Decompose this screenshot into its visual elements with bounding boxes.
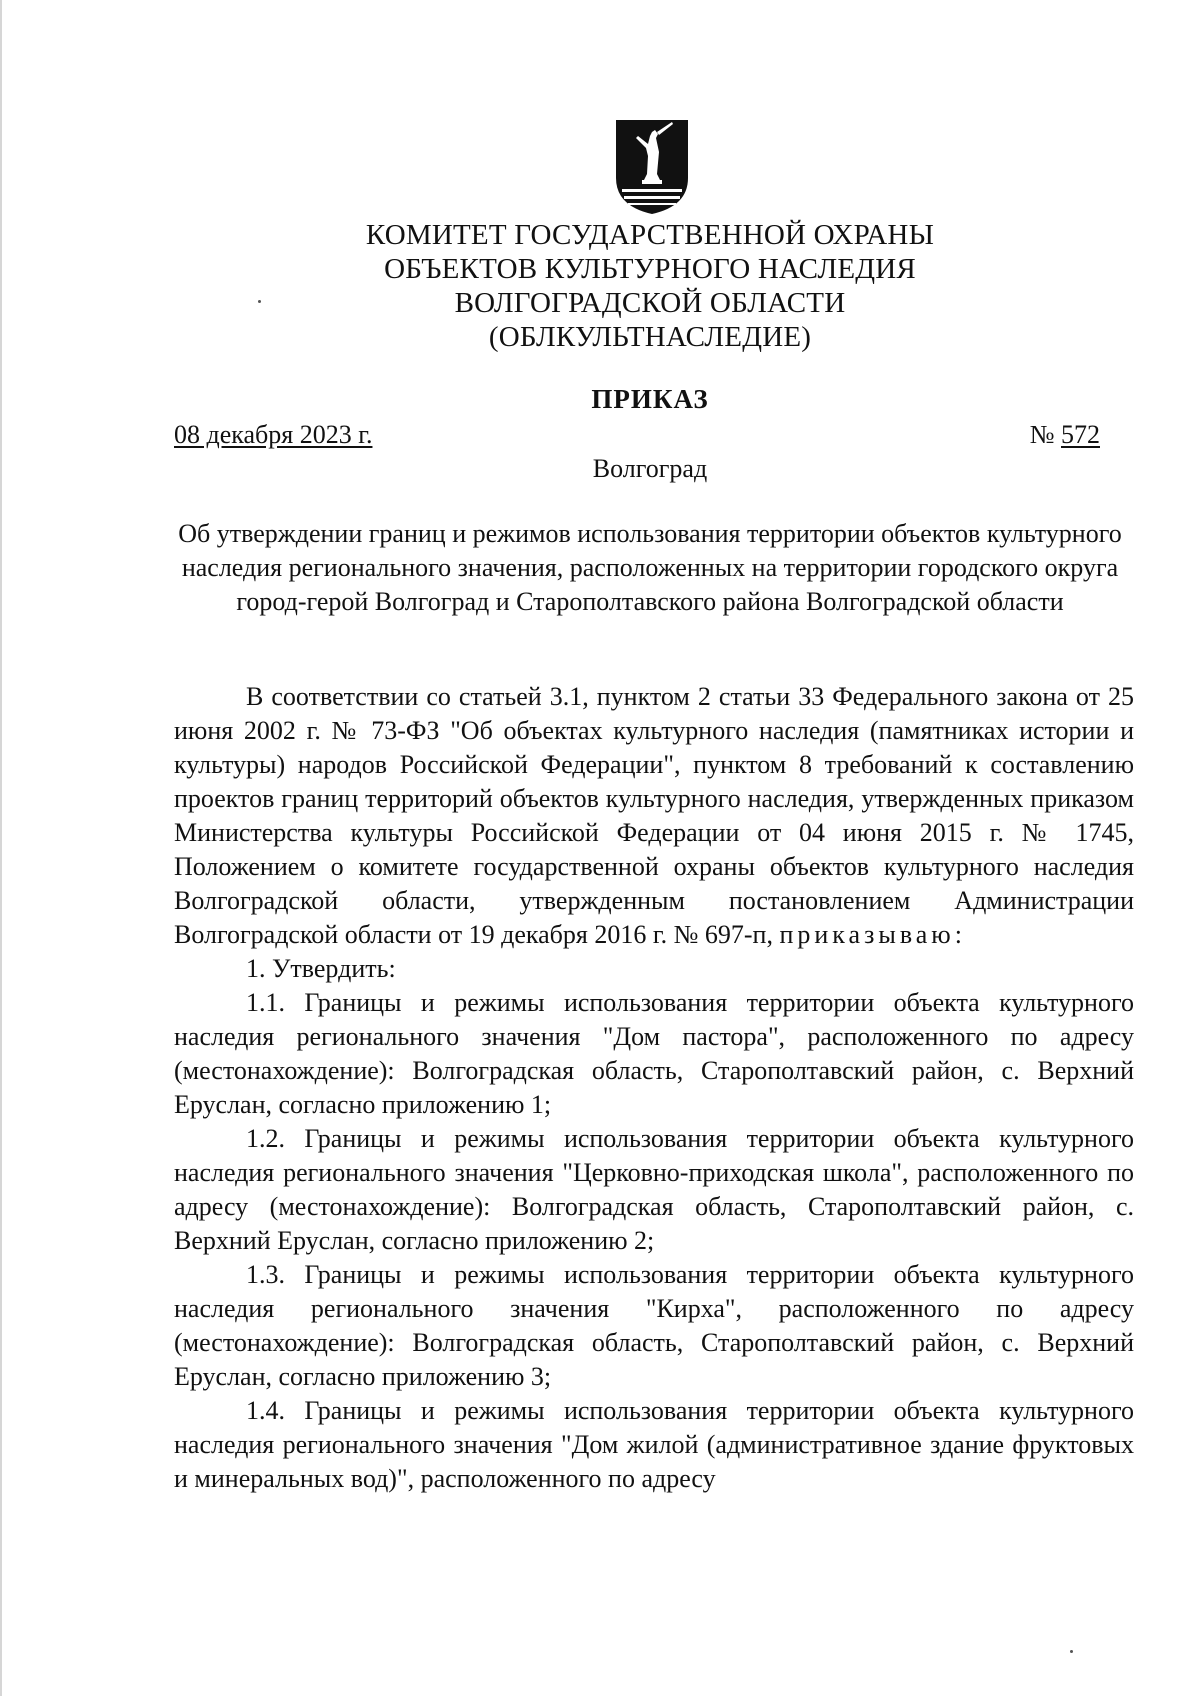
order-subject: Об утверждении границ и режимов использования территории объектов культурного наследия регионального значения, расположенных на территории городского округа город-герой Волгоград и Старополтавского района Волгоградской области — [178, 519, 1122, 616]
order-number-value: 572 — [1061, 420, 1100, 449]
preamble-paragraph — [174, 680, 1134, 952]
item-1-4: 1.4. Границы и режимы использования территории объекта культурного наследия регионального значения "Дом жилой (административное здание фруктовых и минеральных вод)", расположенного по адресу — [174, 1396, 1134, 1493]
order-word: приказываю — [779, 920, 955, 949]
order-body — [174, 680, 1134, 1496]
order-date: 08 декабря 2023 г. — [174, 420, 373, 449]
scan-speck — [1070, 1650, 1073, 1653]
issuer-header — [250, 218, 1050, 354]
item-1-1: 1.1. Границы и режимы использования территории объекта культурного наследия регионального значения "Дом пастора", расположенного по адресу (местонахождение): Волгоградская область, Старополтавский район, с. Верхний Еруслан, согласно приложению 1; — [174, 988, 1134, 1119]
item-1-2: 1.2. Границы и режимы использования территории объекта культурного наследия регионального значения "Церковно-приходская школа", расположенного по адресу (местонахождение): Волгоградская область, Старополтавский район, с. Верхний Еруслан, согласно приложению 2; — [174, 1124, 1134, 1255]
order-city: Волгоград — [592, 454, 708, 483]
item-1-3: 1.3. Границы и режимы использования территории объекта культурного наследия регионального значения "Кирха", расположенного по адресу (местонахождение): Волгоградская область, Старополтавский район, с. Верхний Еруслан, согласно приложению 3; — [174, 1260, 1134, 1391]
scan-edge — [0, 0, 2, 1696]
header-line: ОБЪЕКТОВ КУЛЬТУРНОГО НАСЛЕДИЯ — [384, 253, 916, 285]
order-number-prefix: № — [1029, 420, 1055, 449]
volgograd-coat-of-arms-icon — [612, 118, 692, 216]
order-word-suffix: : — [954, 920, 962, 949]
order-number — [1030, 420, 1100, 450]
item-1: 1. Утвердить: — [246, 954, 396, 983]
header-line: (ОБЛКУЛЬТНАСЛЕДИЕ) — [488, 321, 812, 353]
preamble-text: В соответствии со статьей 3.1, пунктом 2 статьи 33 Федерального закона от 25 июня 2002 г. № 73-ФЗ "Об объектах культурного наследия (памятниках истории и культуры) народов Российской Федерации", пунктом 8 требований к составлению проектов границ территорий объектов культурного наследия, утвержденных приказом Министерства культуры Российской Федерации от 04 июня 2015 г. № 1745, Положением о комитете государственной охраны объектов культурного наследия Волгоградской области, утвержденным постановлением Администрации Волгоградской области от 19 декабря 2016 г. № 697-п, — [174, 682, 1134, 949]
header-line: ВОЛГОГРАДСКОЙ ОБЛАСТИ — [454, 287, 846, 319]
order-title: ПРИКАЗ — [591, 384, 709, 414]
header-line: КОМИТЕТ ГОСУДАРСТВЕННОЙ ОХРАНЫ — [365, 219, 935, 251]
